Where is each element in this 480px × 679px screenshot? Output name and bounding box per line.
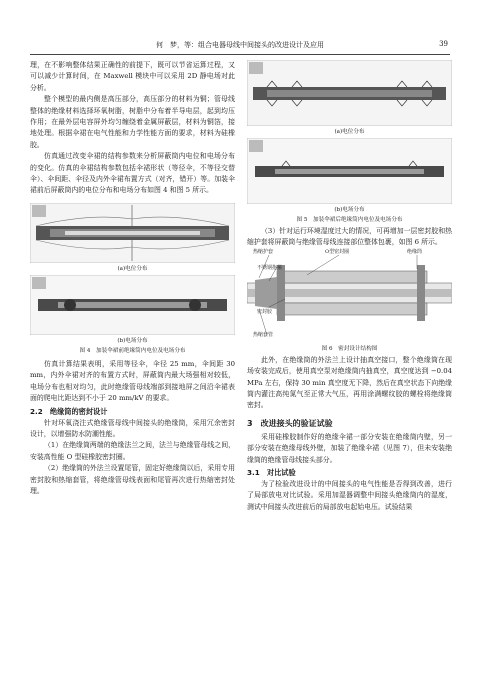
left-paragraph-7: （2）绝缘筒的外法兰设置尾管，固定好绝缘筒以后，采用专用密封胶和热缩套管，将绝缘管母线表面和尾管再次进行热缩密封处理。	[30, 464, 235, 495]
section-2-2-heading: 2.2 绝缘筒的密封设计	[30, 406, 108, 416]
label-stainless-clamp: 不锈钢抱箍	[257, 264, 283, 271]
fig5a-caption: (a)电位分布	[334, 129, 365, 135]
page-number: 39	[439, 40, 448, 48]
label-heat-shrink-sheath: 热缩护套	[253, 248, 274, 255]
running-header	[30, 40, 450, 52]
fig4-caption: 图 4 加装伞裙前绝缘筒内电位及电场分布	[79, 347, 186, 354]
right-paragraph-2: 此外，在绝缘筒的外法兰上设计抽真空接口，整个绝缘筒在现场安装完成后，使用真空泵对绝缘筒内抽真空，真空度达到 −0.04 MPa 左右，保持 30 min 真空度无下降，然后在真空状态下向绝缘筒内灌注高纯氮气至正常大气压，再用涂满螺纹胶的螺栓将绝缘筒密封。	[247, 355, 452, 410]
left-paragraph-1: 理，在不影响整体结果正确性的前提下，既可以节省运算过程，又可以减少计算时间，在 Maxwell 模块中可以采用 2D 静电场对此分析。	[30, 61, 235, 92]
fig6-seal-structure-diagram	[247, 248, 452, 343]
header-rule	[30, 54, 450, 55]
fig4a-caption: (a)电位分布	[117, 265, 148, 272]
fig5a-potential-plot	[247, 60, 452, 126]
section-3-heading: 3 改进接头的验证试验	[247, 418, 333, 428]
left-paragraph-3: 仿真通过改变伞裙的结构参数来分析屏蔽筒内电位和电场分布的变化。仿真的伞裙结构参数包括伞裙形状（等径伞，不等径交替伞）、伞间距、伞径及内外伞裙布置方式（对齐，错开）等。加装伞裙前后屏蔽筒内的电位分布和电场分布如图 4 和图 5 所示。	[30, 152, 235, 195]
left-paragraph-4: 仿真计算结果表明，采用等径伞，伞径 25 mm，伞间距 30 mm，内外伞裙对齐的布置方式时，屏蔽筒内最大场强相对较低，电场分布也相对均匀，此时绝缘管母线端部到接地屏之间沿伞裙表面的爬电比距达到不小于 20 mm/kV 的要求。	[30, 359, 235, 403]
running-title: 何 梦，等：组合电器母线中间接头的改进设计及应用	[156, 41, 324, 49]
fig4b-field-plot	[30, 275, 235, 335]
section-3-1-heading: 3.1 对比试验	[247, 468, 296, 478]
label-insulation-cylinder: 绝缘筒	[407, 248, 423, 255]
label-o-ring: O型密封圈	[325, 248, 350, 255]
left-paragraph-6: （1）在绝缘筒两端的绝缘法兰之间，法兰与绝缘管母线之间，安装高性能 O 型硅橡胶密封圈。	[30, 441, 235, 461]
label-heat-shrink-tube: 热缩套管	[253, 331, 274, 338]
fig4a-potential-plot	[30, 203, 235, 263]
fig5b-caption: (b)电场分布	[334, 207, 365, 213]
left-paragraph-2: 整个模型的最内侧是高压部分，高压部分的材料为铜；管母线整体的绝缘材料选择环氧树脂，树脂中分布着半导电层，起到均压作用；在最外层电容屏外均匀缠绕着金属屏蔽层，材料为铜箔，接地处理。根据伞裙在电气性能和力学性能方面的要求，材料为硅橡胶。	[30, 95, 235, 149]
fig6-caption: 图 6 密封设计结构图	[321, 345, 378, 352]
fig5b-field-plot	[247, 138, 452, 204]
fig5-caption: 图 5 加装伞裙后绝缘筒内电位及电场分布	[296, 217, 403, 223]
left-paragraph-5: 针对环氧浇注式绝缘管母线中间接头的绝缘筒，采用冗余密封设计，以增强防水防潮性能。	[30, 418, 235, 438]
right-paragraph-3: 采用硅橡胶制作好的绝缘伞裙一部分安装在绝缘筒内壁，另一部分安装在绝缘母线外壁，加装了绝缘伞裙（见图 7），但未安装绝缘筒的绝缘管母线接头部分。	[247, 432, 452, 464]
label-sealant: 密封胶	[257, 308, 273, 315]
right-column	[247, 60, 452, 513]
right-paragraph-1: （3）针对运行环境湿度过大的情况，可再增加一层密封胶和热缩护套将屏蔽筒与绝缘管母线连接部位整体包裹，如图 6 所示。	[247, 227, 452, 247]
right-paragraph-4: 为了检验改进设计的中间接头的电气性能是否得到改善，进行了局部放电对比试验。采用加湿器调整中间接头绝缘筒内的湿度，测试中间接头改进前后的局部放电起始电压。试验结果	[247, 480, 452, 511]
fig4b-caption: (b)电场分布	[117, 337, 148, 344]
left-column	[30, 60, 235, 497]
